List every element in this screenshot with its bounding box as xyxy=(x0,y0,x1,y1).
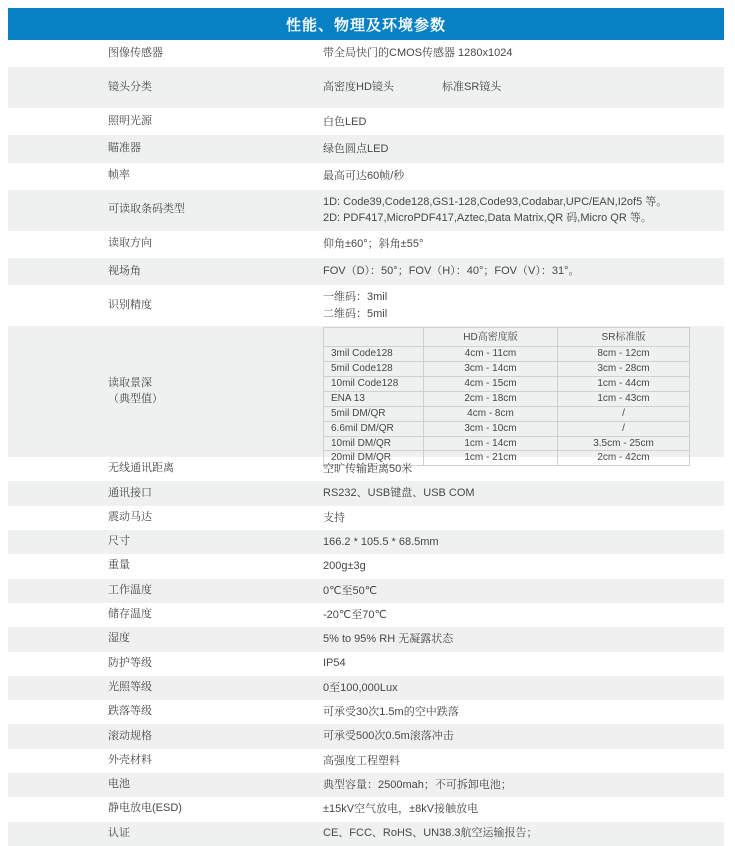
spec-value-line: RS232、USB键盘、USB COM xyxy=(323,487,475,500)
spec-label-line: 照明光源 xyxy=(108,114,152,127)
spec-label-line: 滚动规格 xyxy=(108,729,152,742)
spec-label xyxy=(8,298,323,314)
spec-row xyxy=(8,481,724,505)
spec-label-line: 读取景深 xyxy=(108,376,152,389)
spec-label xyxy=(8,558,323,574)
spec-label xyxy=(8,264,323,280)
spec-value-sr: 标准SR镜头 xyxy=(442,81,502,94)
spec-label xyxy=(8,826,323,842)
spec-label-line: 电池 xyxy=(108,778,130,791)
spec-value-line: 支持 xyxy=(323,511,345,524)
spec-value xyxy=(323,655,724,672)
spec-label xyxy=(8,607,323,623)
dof-code-cell: 10mil DM/QR xyxy=(324,436,424,451)
dof-range-cell: 1cm - 44cm xyxy=(558,376,690,391)
spec-value xyxy=(323,801,724,818)
spec-value-hd: 高密度HD镜头 xyxy=(323,81,394,94)
spec-row xyxy=(8,326,724,464)
spec-label xyxy=(8,583,323,599)
spec-value xyxy=(323,289,724,322)
spec-label-line: 瞄准器 xyxy=(108,142,141,154)
spec-value-line: 空旷传输距离50米 xyxy=(323,463,413,476)
spec-label-line: 镜头分类 xyxy=(108,80,152,93)
spec-value-line: -20℃至70℃ xyxy=(323,608,387,621)
spec-value xyxy=(323,510,724,527)
spec-row xyxy=(8,797,724,821)
spec-label xyxy=(8,753,323,769)
dof-code-cell: 5mil Code128 xyxy=(324,362,424,377)
spec-label-line: 重量 xyxy=(108,559,130,572)
spec-label xyxy=(8,631,323,647)
dof-range-cell: 4cm - 8cm xyxy=(424,406,558,421)
spec-value-line: 0℃至50℃ xyxy=(323,584,378,597)
dof-code-cell: 6.6mil DM/QR xyxy=(324,421,424,436)
spec-value xyxy=(323,558,724,575)
spec-value xyxy=(323,45,724,62)
dof-code-cell: 3mil Code128 xyxy=(324,347,424,362)
spec-row xyxy=(8,627,724,651)
spec-row xyxy=(8,530,724,554)
spec-value-line: 0至100,000Lux xyxy=(323,681,398,694)
spec-value-line: 绿色圆点LED xyxy=(323,142,389,155)
spec-label-line: 光照等级 xyxy=(108,680,152,693)
dof-range-cell: 8cm - 12cm xyxy=(558,347,690,362)
dof-row xyxy=(324,347,690,362)
spec-label-line: 识别精度 xyxy=(108,298,152,311)
spec-value-line: 可承受500次0.5m滚落冲击 xyxy=(323,730,454,743)
spec-label xyxy=(8,534,323,550)
dof-code-cell: ENA 13 xyxy=(324,391,424,406)
spec-label-line: 图像传感器 xyxy=(108,46,163,59)
spec-label-line: 防护等级 xyxy=(108,656,152,669)
spec-value-line: 二维码：5mil xyxy=(323,307,388,320)
spec-label xyxy=(8,202,323,218)
dof-range-cell: / xyxy=(558,406,690,421)
spec-label-line: 帧率 xyxy=(108,169,130,182)
spec-label xyxy=(8,777,323,793)
spec-value-line: 仰角±60°；斜角±55° xyxy=(323,238,424,251)
spec-row xyxy=(8,108,724,135)
spec-value-line: 166.2 * 105.5 * 68.5mm xyxy=(323,535,439,548)
spec-label-line: 无线通讯距离 xyxy=(108,462,174,475)
spec-value xyxy=(323,583,724,600)
spec-label xyxy=(8,46,323,62)
spec-value xyxy=(323,141,724,158)
spec-label xyxy=(8,141,323,157)
spec-row xyxy=(8,579,724,603)
spec-value-line: 2D: PDF417,MicroPDF417,Aztec,Data Matrix,QR 码,Micro QR 等。 xyxy=(323,212,652,225)
dof-row xyxy=(324,421,690,436)
spec-row xyxy=(8,231,724,258)
spec-value xyxy=(323,704,724,721)
spec-value xyxy=(323,825,724,842)
spec-label xyxy=(8,704,323,720)
spec-value-line: 5% to 95% RH 无凝露状态 xyxy=(323,633,454,646)
dof-range-cell: 4cm - 15cm xyxy=(424,376,558,391)
spec-value xyxy=(323,168,724,185)
spec-value xyxy=(323,777,724,794)
spec-value xyxy=(323,114,724,131)
dof-range-cell: 1cm - 43cm xyxy=(558,391,690,406)
dof-range-cell: 1cm - 14cm xyxy=(424,436,558,451)
dof-range-cell: 3cm - 28cm xyxy=(558,362,690,377)
spec-row xyxy=(8,285,724,326)
spec-label-line: 湿度 xyxy=(108,632,130,645)
spec-value-line: IP54 xyxy=(323,657,346,670)
spec-row xyxy=(8,554,724,578)
dof-row xyxy=(324,406,690,421)
spec-value-line: 白色LED xyxy=(323,115,367,128)
spec-row xyxy=(8,258,724,285)
spec-label-line: 跌落等级 xyxy=(108,705,152,718)
dof-header-cell: HD高密度版 xyxy=(424,328,558,347)
spec-row xyxy=(8,603,724,627)
spec-row xyxy=(8,67,724,108)
dof-header-cell xyxy=(324,328,424,347)
dof-range-cell: 1cm - 21cm xyxy=(424,451,558,466)
dof-range-cell: 3.5cm - 25cm xyxy=(558,436,690,451)
spec-value-line: ±15kV空气放电，±8kV接触放电 xyxy=(323,803,479,816)
section-title: 性能、物理及环境参数 xyxy=(285,16,446,34)
spec-row xyxy=(8,773,724,797)
dof-header-row xyxy=(324,328,690,347)
spec-label xyxy=(8,729,323,745)
spec-label-line: 认证 xyxy=(108,826,130,839)
dof-range-cell: 2cm - 42cm xyxy=(558,451,690,466)
spec-value xyxy=(323,631,724,648)
spec-row xyxy=(8,724,724,748)
spec-value-line: 最高可达60帧/秒 xyxy=(323,169,405,182)
dof-range-cell: 4cm - 11cm xyxy=(424,347,558,362)
spec-value xyxy=(323,263,724,280)
spec-value-line: 200g±3g xyxy=(323,560,366,573)
dof-range-cell: 3cm - 10cm xyxy=(424,421,558,436)
spec-label-line: 视场角 xyxy=(108,264,141,277)
spec-value-line: 带全局快门的CMOS传感器 1280x1024 xyxy=(323,47,513,60)
spec-value xyxy=(323,534,724,551)
spec-value xyxy=(323,236,724,253)
spec-label xyxy=(8,680,323,696)
spec-value xyxy=(323,461,724,478)
spec-row xyxy=(8,676,724,700)
spec-row xyxy=(8,506,724,530)
spec-row xyxy=(8,749,724,773)
spec-label-line: （典型值） xyxy=(108,392,163,405)
spec-label-line: 储存温度 xyxy=(108,608,152,621)
spec-label-line: 读取方向 xyxy=(108,237,152,250)
spec-value-line: 高强度工程塑料 xyxy=(323,754,400,767)
spec-value xyxy=(323,485,724,502)
spec-value-line: 1D: Code39,Code128,GS1-128,Code93,Codabar,UPC/EAN,I2of5 等。 xyxy=(323,195,668,208)
spec-value-line: FOV（D）：50°；FOV（H）：40°；FOV（V）：31°。 xyxy=(323,265,580,278)
spec-value xyxy=(323,728,724,745)
spec-label xyxy=(8,461,323,477)
dof-header-cell: SR标准版 xyxy=(558,328,690,347)
spec-label xyxy=(8,236,323,252)
spec-row xyxy=(8,822,724,846)
spec-value xyxy=(323,607,724,624)
spec-label-line: 通讯接口 xyxy=(108,486,152,499)
spec-label xyxy=(8,510,323,526)
spec-label xyxy=(8,114,323,130)
spec-label-line: 震动马达 xyxy=(108,510,152,523)
spec-value-line: CE、FCC、RoHS、UN38.3航空运输报告； xyxy=(323,827,538,840)
spec-value xyxy=(323,753,724,770)
dof-row xyxy=(324,391,690,406)
spec-label-line: 尺寸 xyxy=(108,535,130,548)
spec-label-line: 可读取条码类型 xyxy=(108,203,185,216)
spec-row xyxy=(8,190,724,231)
spec-value-line: 一维码：3mil xyxy=(323,291,388,304)
dof-row xyxy=(324,436,690,451)
spec-row xyxy=(8,135,724,162)
spec-label xyxy=(8,656,323,672)
spec-label xyxy=(8,168,323,184)
dof-table xyxy=(323,327,690,466)
dof-row xyxy=(324,376,690,391)
dof-range-cell: 3cm - 14cm xyxy=(424,362,558,377)
dof-row xyxy=(324,362,690,377)
spec-value xyxy=(323,680,724,697)
spec-label xyxy=(8,326,323,457)
spec-label-line: 外壳材料 xyxy=(108,753,152,766)
spec-row xyxy=(8,700,724,724)
dof-code-cell: 5mil DM/QR xyxy=(324,406,424,421)
spec-label xyxy=(8,80,323,96)
spec-value-line: 典型容量：2500mah；不可拆卸电池； xyxy=(323,778,512,791)
dof-range-cell: / xyxy=(558,421,690,436)
section-title-bar xyxy=(8,8,724,40)
spec-label xyxy=(8,486,323,502)
spec-row xyxy=(8,457,724,481)
spec-label xyxy=(8,801,323,817)
dof-range-cell: 2cm - 18cm xyxy=(424,391,558,406)
spec-value xyxy=(323,194,724,227)
spec-row xyxy=(8,163,724,190)
spec-value xyxy=(323,326,724,464)
spec-row xyxy=(8,652,724,676)
spec-value-line: 可承受30次1.5m的空中跌落 xyxy=(323,705,459,718)
dof-code-cell: 10mil Code128 xyxy=(324,376,424,391)
spec-label-line: 工作温度 xyxy=(108,583,152,596)
spec-label-line: 静电放电(ESD) xyxy=(108,802,182,815)
spec-rows xyxy=(8,40,724,846)
dof-code-cell: 20mil DM/QR xyxy=(324,451,424,466)
spec-value xyxy=(323,79,724,96)
spec-row xyxy=(8,40,724,67)
spec-sheet xyxy=(8,8,724,846)
